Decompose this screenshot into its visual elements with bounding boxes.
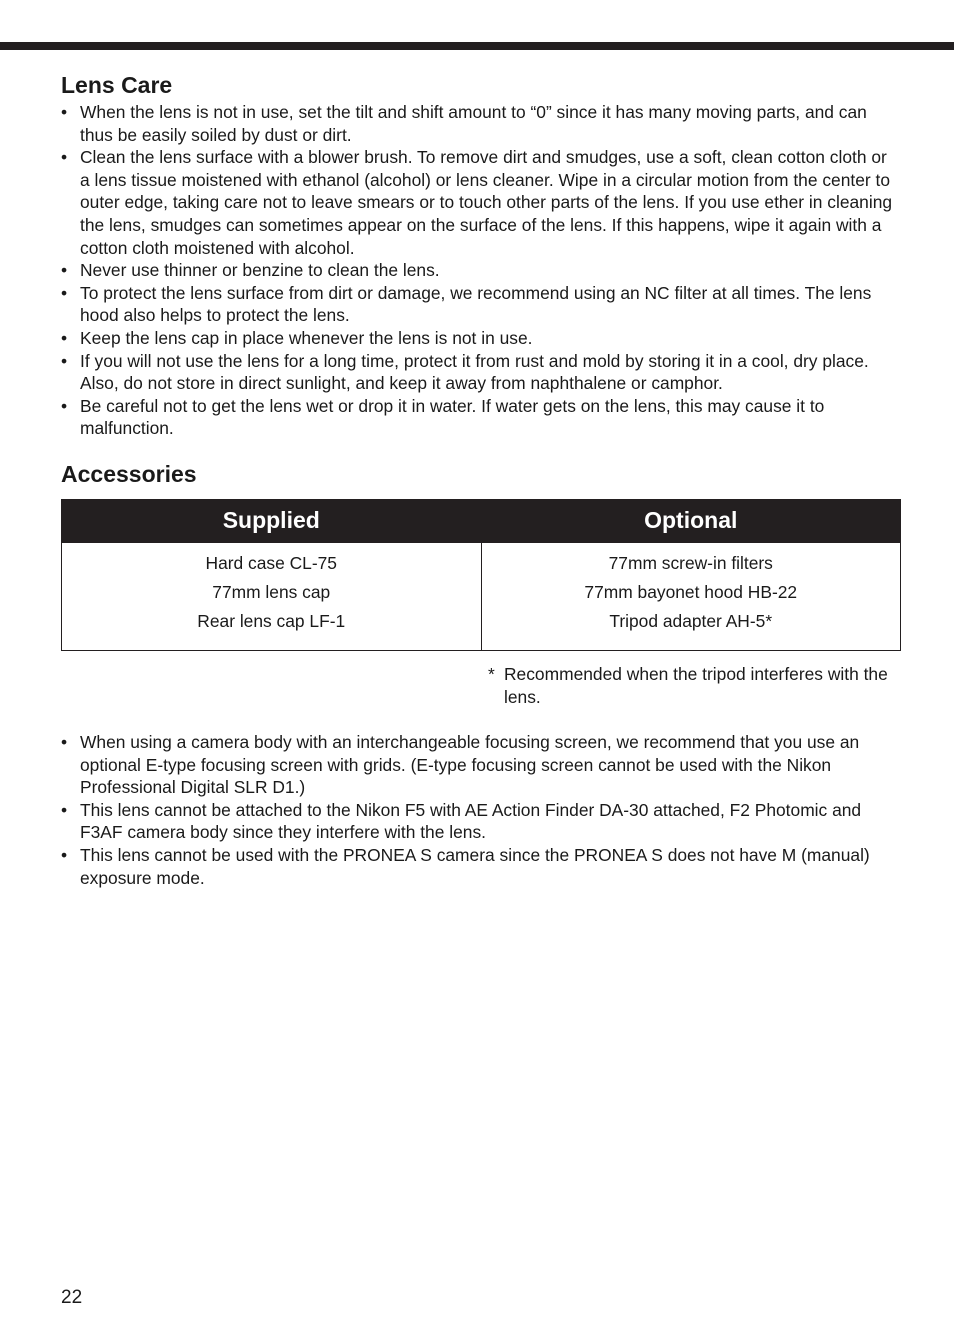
list-item: • Never use thinner or benzine to clean the lens. [61,259,901,282]
table-row [62,542,901,650]
optional-header: Optional [481,499,901,542]
list-item: • Be careful not to get the lens wet or drop it in water. If water gets on the lens, this may cause it to malfunction. [61,395,901,440]
optional-item: 77mm bayonet hood HB-22 [584,581,798,602]
footnote-mark: * [488,663,495,684]
accessories-heading: Accessories [61,460,197,487]
top-rule [0,42,954,50]
footnote [488,663,901,708]
page-number: 22 [61,1287,83,1308]
list-item: • This lens cannot be attached to the Nikon F5 with AE Action Finder DA-30 attached, F2 Photomic and F3AF camera body since they interfere with the lens. [61,799,901,844]
supplied-item: Rear lens cap LF-1 [197,610,346,631]
list-item: • If you will not use the lens for a long time, protect it from rust and mold by storing it in a cool, dry place. Also, do not store in direct sunlight, and keep it away from naphthalene or camphor. [61,350,901,395]
supplied-header: Supplied [62,499,482,542]
optional-item: Tripod adapter AH-5* [609,610,773,631]
list-item: • When the lens is not in use, set the tilt and shift amount to “0” since it has many moving parts, and can thus be easily soiled by dust or dirt. [61,101,901,146]
list-item: • When using a camera body with an interchangeable focusing screen, we recommend that you use an optional E-type focusing screen with grids. (E-type focusing screen cannot be used with the Nikon Professional Digital SLR D1.) [61,731,901,799]
footnote-text: Recommended when the tripod interferes with the lens. [504,663,888,707]
accessories-table [61,499,901,651]
notes-list [61,731,901,889]
list-item: • Clean the lens surface with a blower brush. To remove dirt and smudges, use a soft, clean cotton cloth or a lens tissue moistened with ethanol (alcohol) or lens cleaner. Wipe in a circular motion from the center to outer edge, taking care not to leave smears or to touch other parts of the lens. If you use ether in cleaning the lens, smudges can sometimes appear on the surface of the lens. If this happens, wipe it again with a cotton cloth moistened with alcohol. [61,146,901,259]
lens-care-list [61,101,901,440]
list-item: • This lens cannot be used with the PRONEA S camera since the PRONEA S does not have M (manual) exposure mode. [61,844,901,889]
optional-item: 77mm screw-in filters [608,552,773,573]
supplied-item: 77mm lens cap [212,581,331,602]
supplied-item: Hard case CL-75 [205,552,337,573]
table-header-row [62,499,901,542]
lens-care-heading: Lens Care [61,72,173,98]
list-item: • To protect the lens surface from dirt or damage, we recommend using an NC filter at all times. The lens hood also helps to protect the lens. [61,282,901,327]
supplied-cell [62,542,482,650]
list-item: • Keep the lens cap in place whenever the lens is not in use. [61,327,901,350]
page-content [61,70,901,889]
optional-cell [481,542,901,650]
